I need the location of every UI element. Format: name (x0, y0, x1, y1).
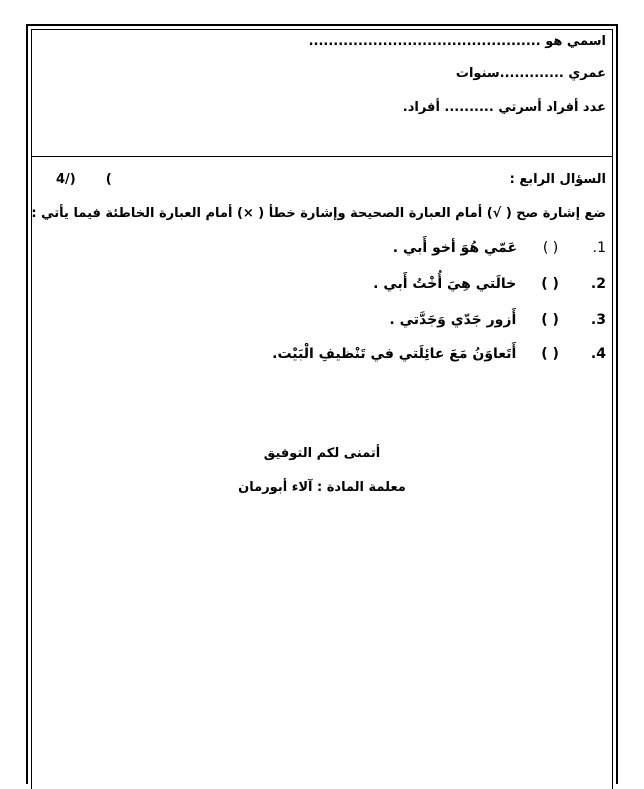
question-score (56, 172, 112, 187)
closing-wish: أتمنى لكم التوفيق (263, 446, 381, 461)
item-number: 1. (592, 240, 606, 256)
answer-box[interactable]: ( ) (541, 312, 559, 328)
question-item-1 (393, 240, 606, 256)
item-number: 3. (590, 312, 606, 328)
answer-box[interactable]: ( ) (542, 240, 559, 256)
item-text: عَمّي هُوَ أخو أَبي . (392, 240, 518, 256)
question-item-2 (373, 276, 606, 292)
score-value: 4/) (56, 172, 76, 187)
teacher-name: معلمة المادة : آلاء أبورمان (238, 480, 406, 495)
item-text: أَتَعاوَنُ مَعَ عائِلَتي في تَنْظيفِ الْبَيْت. (272, 346, 517, 362)
question-item-4 (272, 346, 606, 362)
question-item-3 (389, 312, 606, 328)
item-number: 2. (590, 276, 606, 292)
item-text: أَزور جَدّي وَجَدَّتي . (389, 312, 517, 328)
score-open-paren: ( (105, 172, 112, 187)
family-members-line: عدد أفراد أسرتي .......... أفراد. (402, 100, 606, 115)
answer-box[interactable]: ( ) (541, 276, 559, 292)
answer-box[interactable]: ( ) (541, 346, 559, 362)
student-age-line: عمري .............سنوات (455, 66, 606, 81)
student-name-line: اسمي هو ............................................... (308, 34, 606, 49)
question-title: السؤال الرابع : (509, 172, 606, 187)
item-number: 4. (590, 346, 606, 362)
page-border-inner (31, 29, 613, 789)
question-instruction: ضع إشارة صح ( √) أمام العبارة الصحيحة وإشارة خطأ ( ×) أمام العبارة الخاطئة فيما يأتي : (31, 206, 606, 221)
item-text: خالَتي هِيَ أُخْتُ أَبي . (373, 276, 517, 292)
header-divider (31, 156, 613, 157)
